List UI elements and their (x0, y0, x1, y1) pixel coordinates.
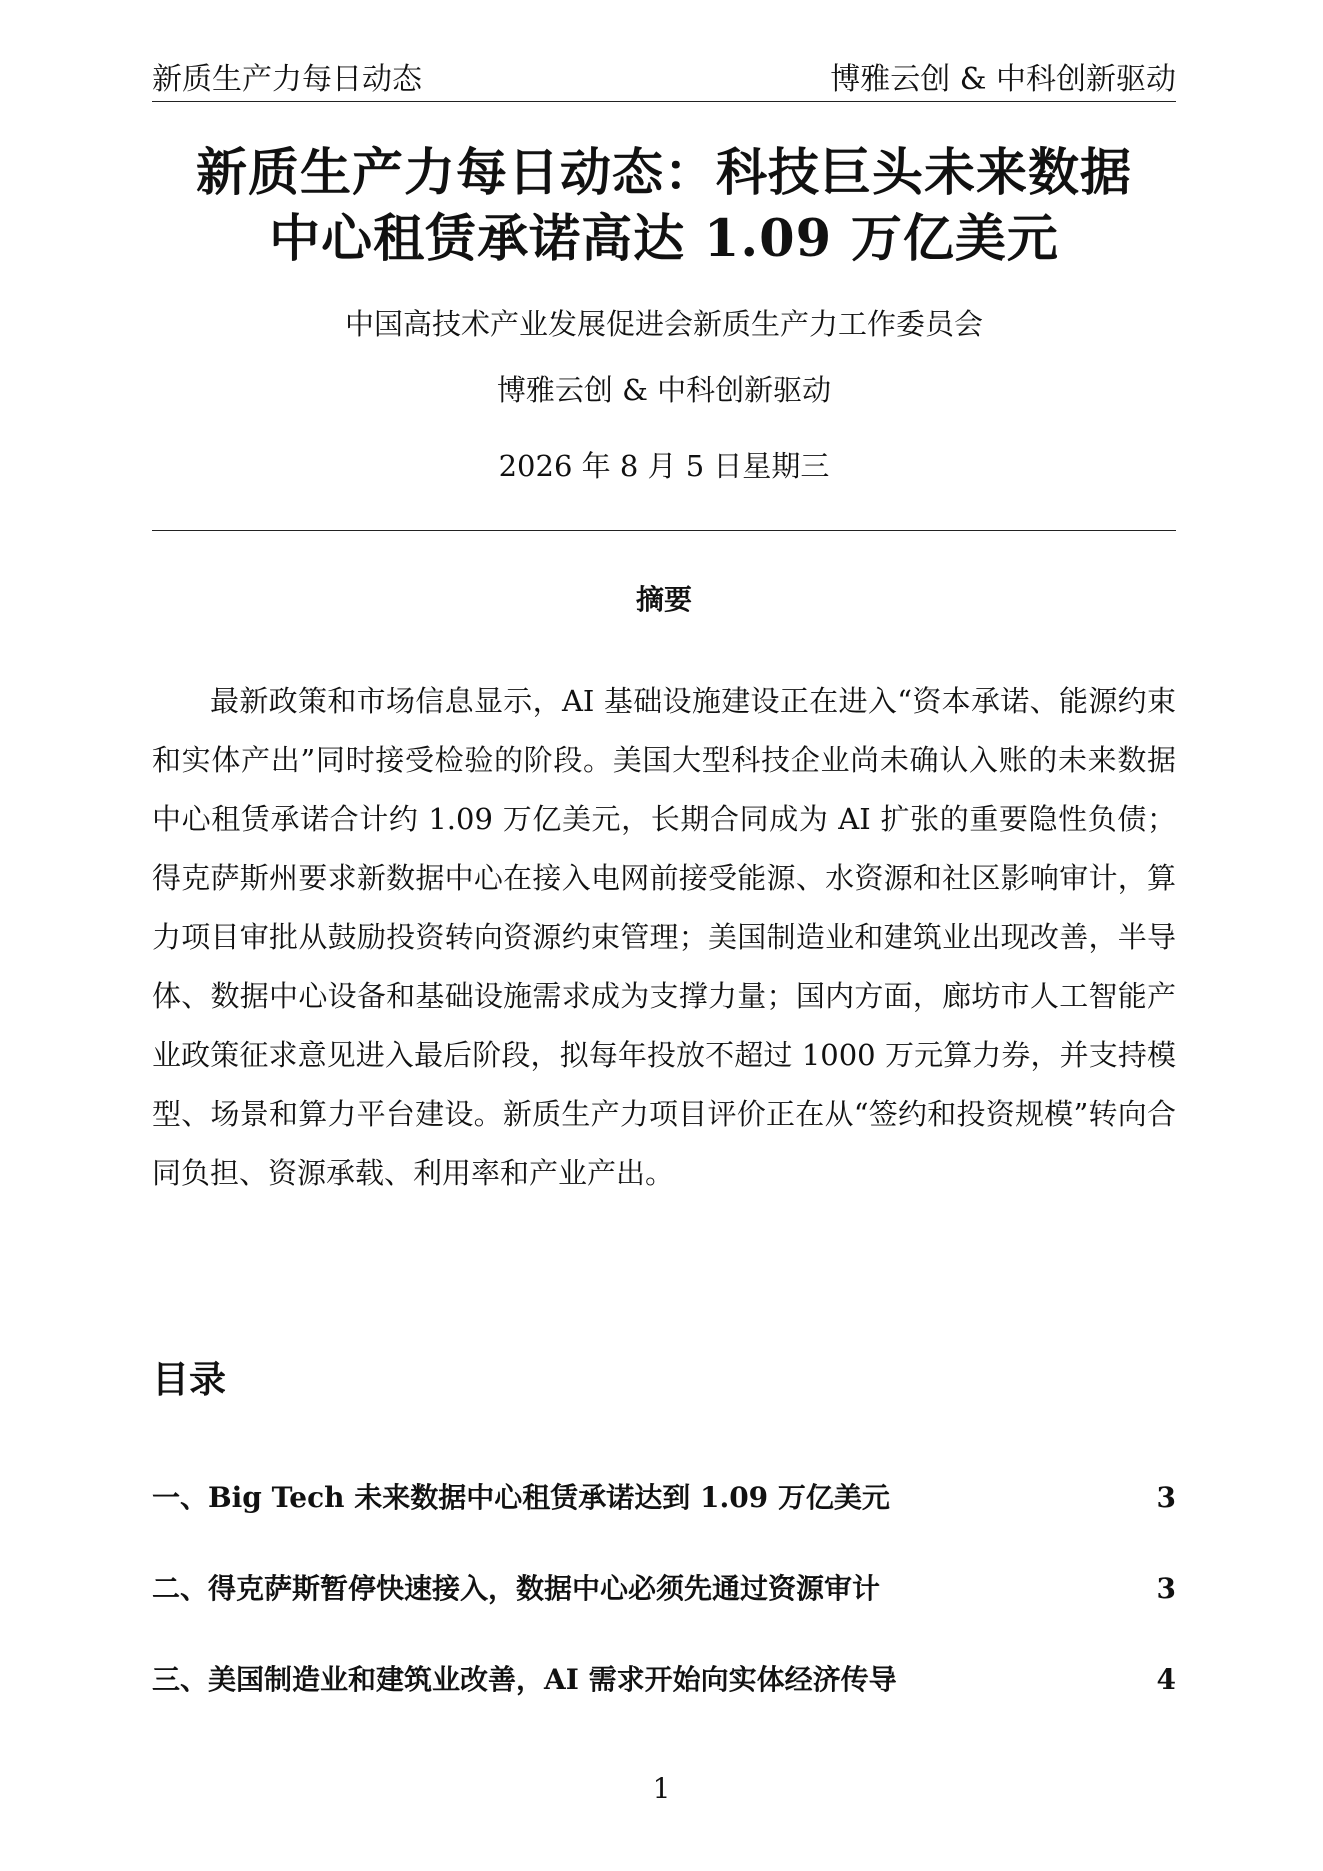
author-sponsor: 博雅云创 & 中科创新驱动 (496, 373, 832, 407)
toc-entry-page[interactable]: 3 (1156, 1481, 1176, 1514)
toc-entry-page[interactable]: 4 (1156, 1663, 1176, 1696)
page-number: 1 (652, 1772, 671, 1805)
title-line-1: 新质生产力每日动态：科技巨头未来数据 (195, 143, 1132, 203)
toc-entry-title[interactable]: 二、得克萨斯暂停快速接入，数据中心必须先通过资源审计 (152, 1572, 881, 1605)
header-left-title: 新质生产力每日动态 (152, 62, 422, 97)
title-line-2: 中心租赁承诺高达 1.09 万亿美元 (269, 209, 1059, 269)
toc-entry-title[interactable]: 三、美国制造业和建筑业改善，AI 需求开始向实体经济传导 (152, 1663, 897, 1696)
toc-heading: 目录 (152, 1357, 226, 1401)
toc-entry[interactable] (152, 1569, 1176, 1660)
abstract-body: 最新政策和市场信息显示，AI 基础设施建设正在进入“资本承诺、能源约束和实体产出”同时接受检验的阶段。美国大型科技企业尚未确认入账的未来数据中心租赁承诺合计约 1.09 万亿美元，长期合同成为 AI 扩张的重要隐性负债；得克萨斯州要求新数据中心在接入电网前接受能源、水资源和社区影响审计，算力项目审批从鼓励投资转向资源约束管理；美国制造业和建筑业出现改善，半导体、数据中心设备和基础设施需求成为支撑力量；国内方面，廊坊市人工智能产业政策征求意见进入最后阶段，拟每年投放不超过 1000 万元算力券，并支持模型、场景和算力平台建设。新质生产力项目评价正在从“签约和投资规模”转向合同负担、资源承载、利用率和产业产出。 (152, 684, 1176, 1190)
running-header (152, 60, 1176, 100)
toc-entry-page[interactable]: 3 (1156, 1572, 1176, 1605)
table-of-contents (152, 1478, 1176, 1751)
toc-entry[interactable] (152, 1660, 1176, 1751)
toc-entry-title[interactable]: 一、Big Tech 未来数据中心租赁承诺达到 1.09 万亿美元 (152, 1481, 890, 1514)
publication-date: 2026 年 8 月 5 日星期三 (498, 449, 830, 483)
header-right-source: 博雅云创 & 中科创新驱动 (830, 62, 1176, 97)
header-rule (152, 101, 1176, 102)
title-rule (152, 530, 1176, 531)
author-organization: 中国高技术产业发展促进会新质生产力工作委员会 (344, 307, 983, 341)
abstract-heading: 摘要 (635, 583, 692, 616)
document-title (120, 140, 1208, 272)
toc-entry[interactable] (152, 1478, 1176, 1569)
